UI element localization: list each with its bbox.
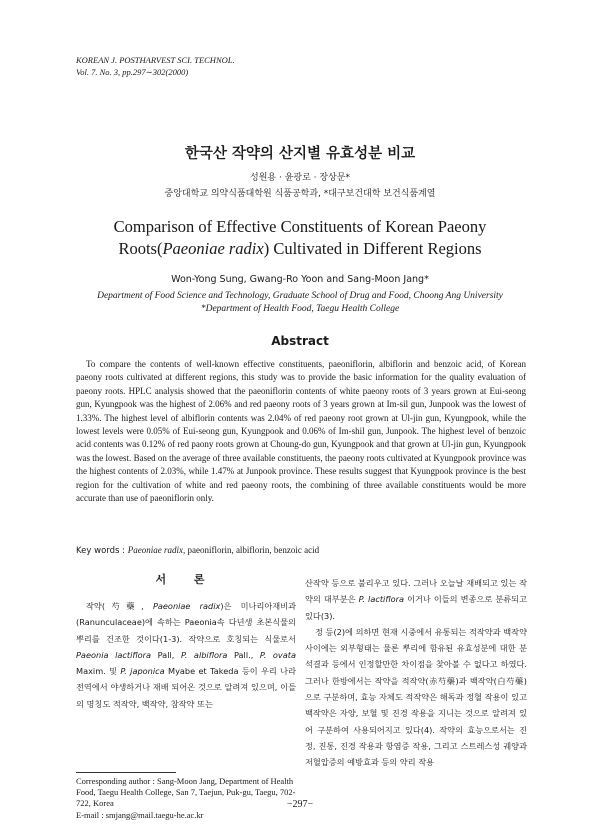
- footnote-rule: [76, 772, 176, 773]
- english-affiliation-2: *Department of Health Food, Taegu Health College: [200, 304, 400, 314]
- english-authors: Won-Yong Sung, Gwang-Ro Yoon and Sang-Moon Jang*: [171, 274, 429, 285]
- page-number: −297−: [286, 799, 314, 810]
- section-heading: 서 론: [155, 573, 217, 586]
- journal-header: [76, 54, 235, 78]
- abstract-text: To compare the contents of well-known effective constituents, paeoniflorin, albiflorin and benzoic acid, of Korean paeony roots cultivated at different regions, this study was to provide the basic information for the quality evaluation of paeony roots. HPLC analysis showed that the paeoniflorin contents of white paeony roots of 3 years grown at Eui-seong gun, Kyungpook was the highest of 2.06% and red paeony roots of 3 years grown at Im-sil gun, Junpook was the lowest of 1.33%. The highest level of albiflorin contents was 2.04% of red paeony root grown at Ul-jin gun, Kyungpook, while the lowest levels were 0.05% of Eui-seong gun, Kyungpook and 0.06% of Im-shil gun, Junpook. The highest level of benzoic acid contents was 0.12% of red paony roots grown at Choung-do gun, Kyungpook and that grown at Ul-jin gun, Kyungpook was the lowest. Based on the average of three available constituents, the paeony roots cultivated at Kyungpook province was the highest contents of 2.03%, while 1.47% at Junpook province. These results suggest that Kyungpook province is the best region for the cultivation of white and red paeony roots, the combining of three available constituents would be more accurate than use of paeoniflorin only.: [76, 359, 526, 504]
- english-affiliation: [0, 290, 600, 316]
- english-title-italic: Paeoniae radix: [162, 239, 264, 258]
- journal-volume: Vol. 7. No. 3, pp.297∼302(2000): [76, 67, 189, 77]
- english-title: [0, 216, 600, 260]
- text-segment: Myabe et Takeda 등이 우리 나라 전역에서 야생하거나 재배 되어온 것으로 알려져 있으며, 이들의 명칭도 적작약, 백작약, 참작약 또는: [76, 666, 296, 709]
- english-title-line1: Comparison of Effective Constituents of Korean Paeony: [113, 217, 487, 236]
- text-segment: 산작약 등으로 불리우고 있다. 그러나 오늘날 재배되고 있는 작약의 대부분은: [305, 578, 527, 605]
- text-segment: Maxim. 및: [76, 666, 121, 677]
- intro-paragraph-1: [76, 598, 296, 712]
- text-segment: 작약(芍藥,: [86, 601, 153, 611]
- text-segment: Pall.,: [227, 649, 260, 660]
- left-column: [76, 598, 296, 712]
- intro-paragraph-2: 정 등(2)에 의하면 현재 시중에서 유통되는 적작약과 백작약 사이에는 외부형태는 물론 뿌리에 함유된 유효성분에 대한 분석결과 등에서 인정할만한 차이점을 찾아볼 수 없다고 하였다. 그러나 한방에서는 작약을 적작약(赤芍藥)과 백작약(白芍藥)으로 구분하며, 효능 자체도 적작약은 해독과 정혈 작용이 있고 백작약은 자양, 보혈 및 진경 작용을 지니는 것으로 알려져 있어 구분하여 사용되어지고 있다(4). 작약의 효능으로서는 진정, 진통, 진경 작용과 항염증 작용, 그리고 스트레스성 궤양과 저혈압증의 예방효과 등의 약리 작용: [305, 626, 527, 768]
- keywords: [76, 545, 319, 556]
- italic-text: P. albiflora: [180, 649, 228, 660]
- abstract-heading: Abstract: [271, 334, 329, 348]
- text-segment: Pall,: [151, 649, 181, 660]
- english-title-post: ) Cultivated in Different Regions: [263, 239, 482, 258]
- corresponding-author-footnote: Corresponding author : Sang-Moon Jang, Department of Health Food, Taegu Health College, San 7, Taejun, Puk-gu, Taegu, 702-722, Korea E-mail : smjang@mail.taegu-he.ac.kr: [76, 776, 296, 820]
- korean-affiliation: 중앙대학교 의약식품대학원 식품공학과, *대구보건대학 보건식품계열: [164, 189, 436, 199]
- journal-name: KOREAN J. POSTHARVEST SCI. TECHNOL.: [76, 55, 235, 65]
- text-segment: 이거나 이들의 변종으로 분류되고 있다(3).: [305, 594, 527, 621]
- intro-paragraph-1-cont: [305, 575, 527, 624]
- italic-text: Paeonia lactiflora: [76, 649, 152, 660]
- keywords-italic: Paeoniae radix: [127, 545, 183, 555]
- text-segment: )은 미나리아재비과(Ranunculaceae)에 속하는 Paeonia속 다년생 초본식물의 뿌리를 건조한 것이다(1-3). 작약으로 호칭되는 식물로서: [76, 601, 296, 644]
- italic-text: P. ovata: [259, 649, 296, 660]
- korean-authors: 성원용 · 윤광로 · 장상문*: [250, 173, 350, 183]
- keywords-label: Key words :: [76, 546, 128, 556]
- english-title-pre: Roots(: [118, 239, 163, 258]
- english-title-line2: [0, 238, 600, 260]
- english-affiliation-1: Department of Food Science and Technology, Graduate School of Drug and Food, Choong Ang University: [97, 291, 503, 301]
- right-column: [305, 575, 527, 771]
- italic-text: Paeoniae radix: [152, 601, 221, 611]
- korean-title: 한국산 작약의 산지별 유효성분 비교: [184, 146, 416, 162]
- italic-text: P. japonica: [120, 666, 165, 677]
- italic-text: P. lactiflora: [358, 594, 405, 605]
- keywords-rest: , paeoniflorin, albiflorin, benzoic acid: [182, 545, 320, 555]
